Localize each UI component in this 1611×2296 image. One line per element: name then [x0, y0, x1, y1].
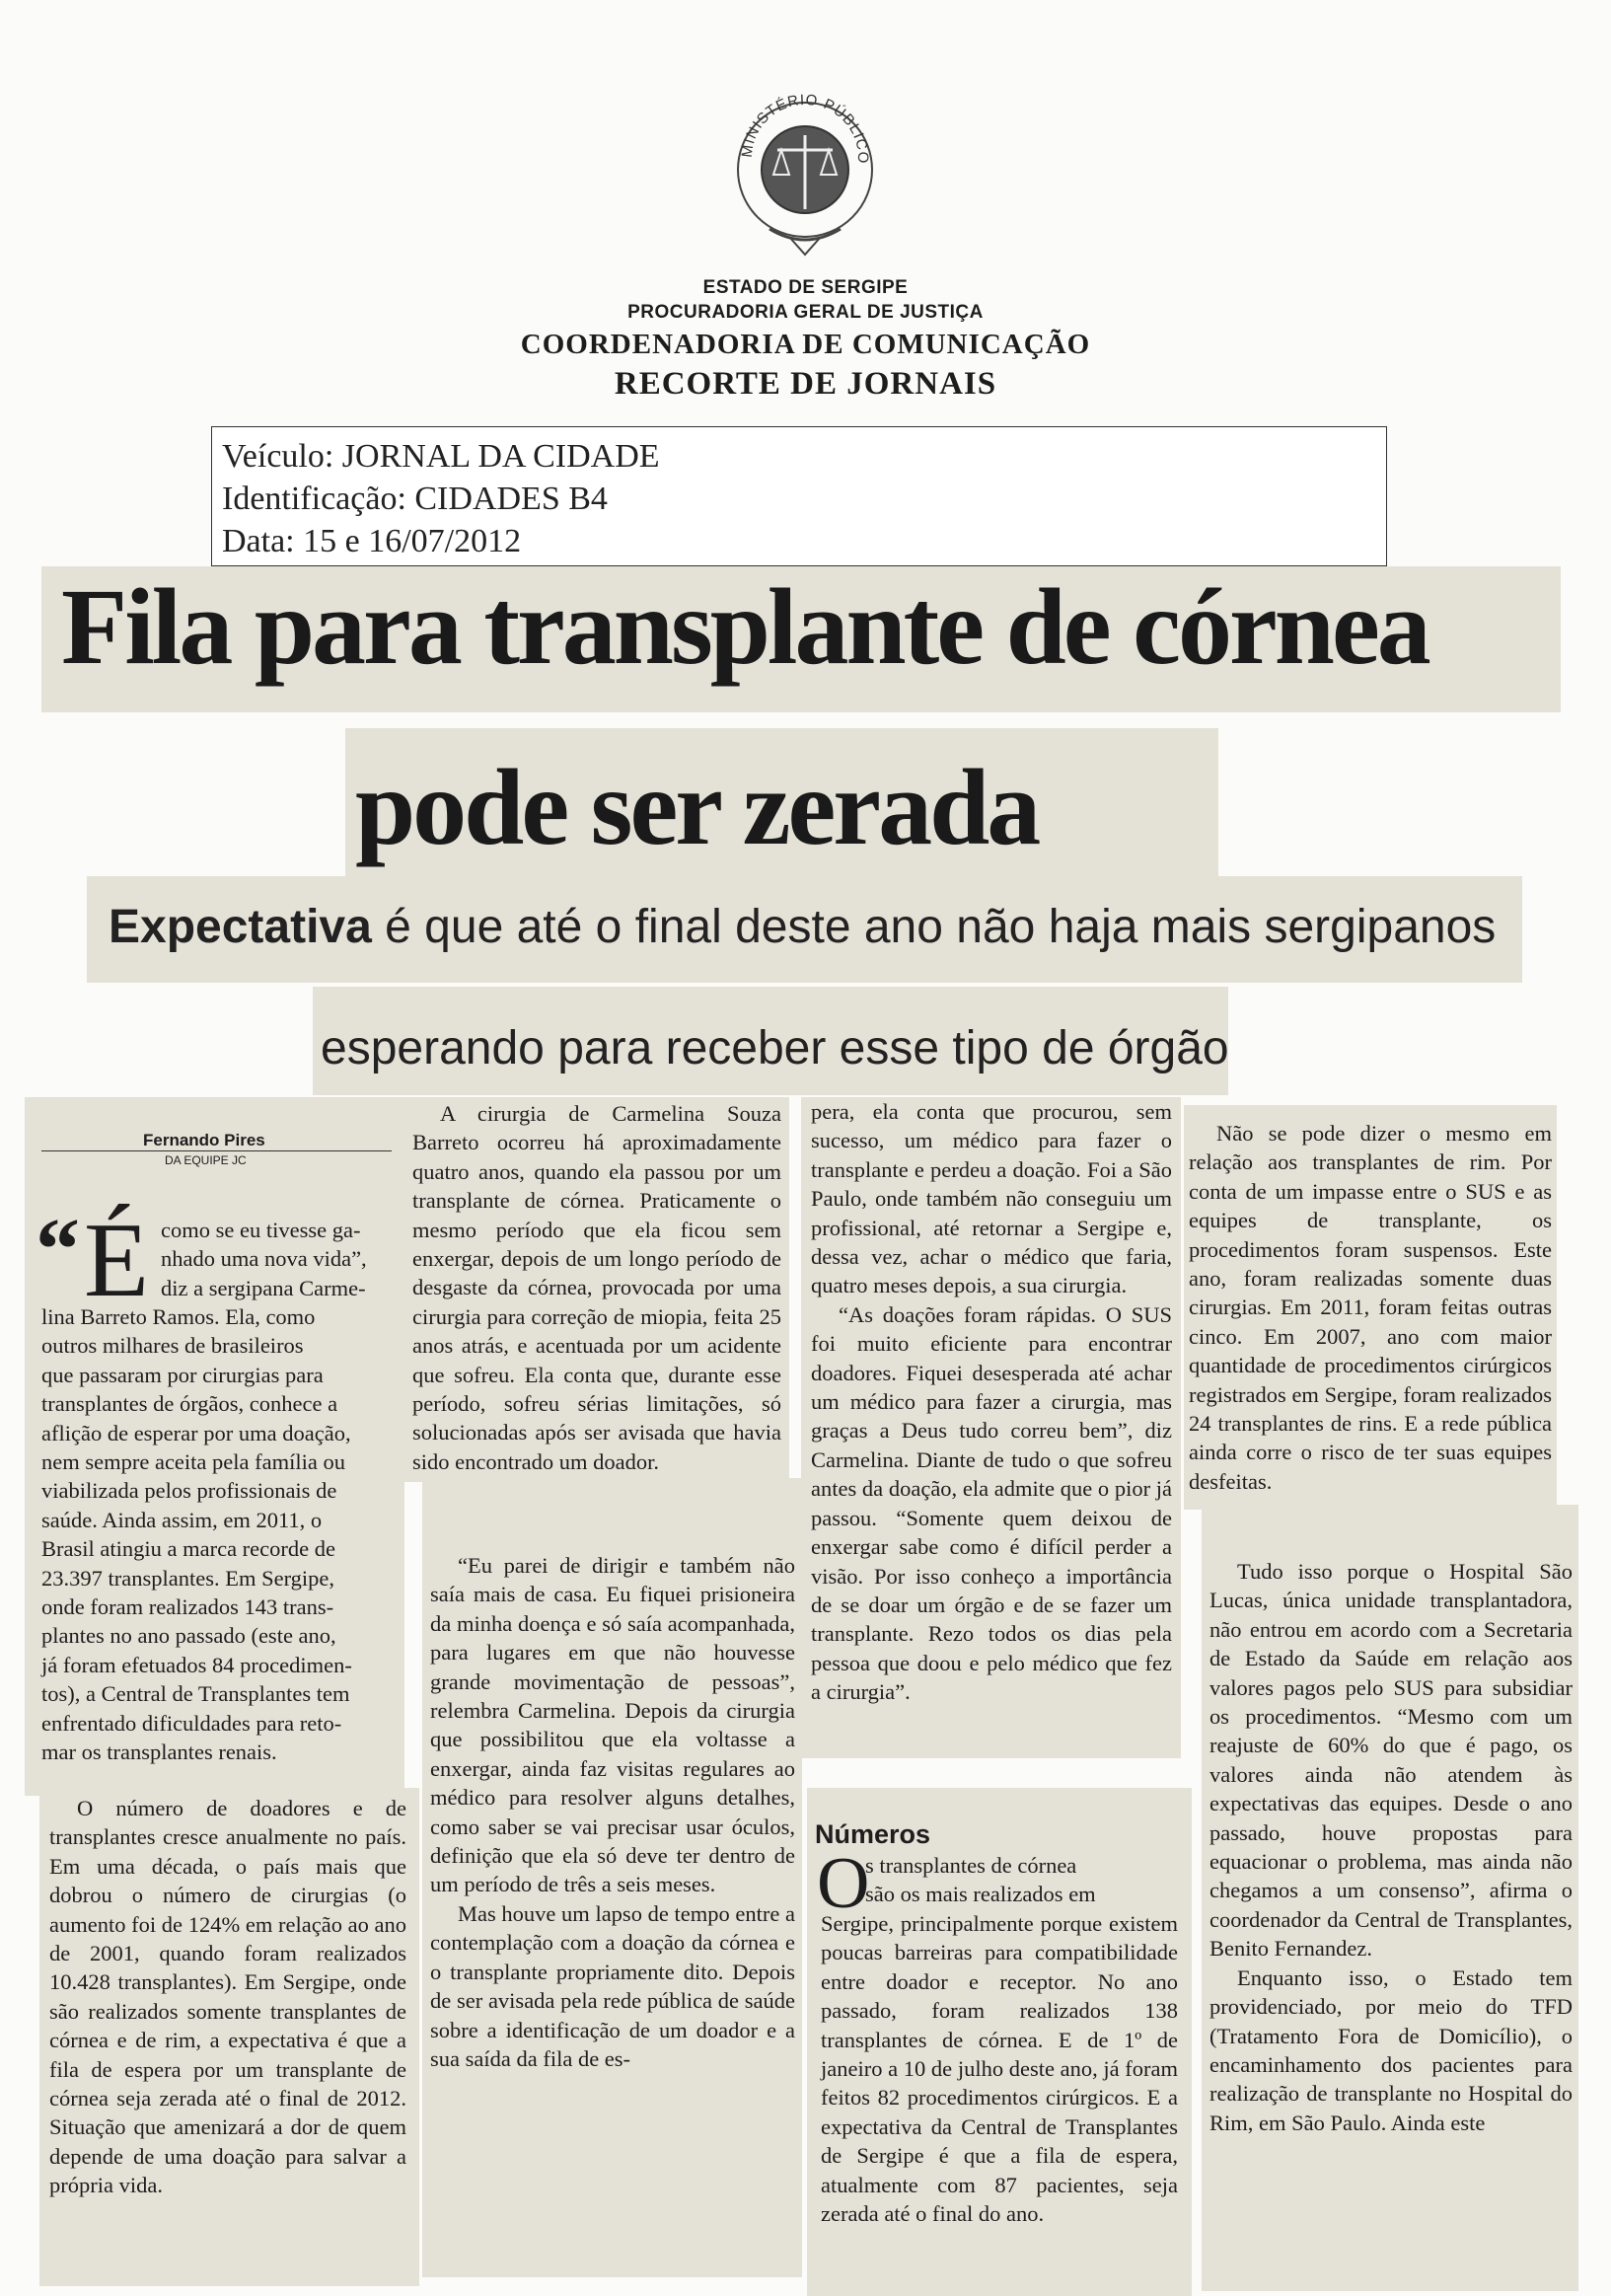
- header-clipping-title: RECORTE DE JORNAIS: [614, 366, 997, 402]
- col1-line: que passaram por cirurgias para: [41, 1362, 324, 1387]
- col1-line: viabilizada pelos profissionais de: [41, 1478, 337, 1504]
- col4-p1: Não se pode dizer o mesmo em relação aos transplantes de rim. Por conta de um impasse entre o SUS e as equipes de transplante, os procedimentos foram suspensos. Este ano, foram realizadas somente duas cirurgias. Em 2011, foram feitas outras cinco. Em 2007, ano com maior quantidade de procedimentos cirúrgicos registrados em Sergipe, foram realizados 24 transplantes de rins. E a rede pública ainda corre o risco de ter suas equipes desfeitas.: [1189, 1121, 1552, 1494]
- numbers-line: s transplantes de córnea: [865, 1853, 1077, 1878]
- byline-name: Fernando Pires: [143, 1131, 265, 1149]
- col1-line: transplantes de órgãos, conhece a: [41, 1391, 338, 1417]
- numbers-line: são os mais realizados em: [865, 1882, 1096, 1907]
- col4-paragraph-1: [1189, 1119, 1552, 1496]
- vehicle-line: Veículo: JORNAL DA CIDADE: [222, 438, 660, 475]
- col4-p3: Enquanto isso, o Estado tem providenciado, por meio do TFD (Tratamento Fora de Domicílio), o encaminhamento dos pacientes para realização de transplante no Hospital do Rim, em São Paulo. Ainda este: [1209, 1964, 1573, 2135]
- col1-line: mar os transplantes renais.: [41, 1740, 277, 1765]
- section-line: Identificação: CIDADES B4: [222, 481, 608, 517]
- col4-paragraphs: [1209, 1557, 1573, 2137]
- col1-line: nem sempre aceita pela família ou: [41, 1449, 345, 1475]
- col1-line: diz a sergipana Carme-: [161, 1275, 366, 1300]
- opening-quote: “: [36, 1201, 80, 1298]
- byline-rule: [41, 1150, 392, 1151]
- col2-paragraph-1: [412, 1099, 781, 1476]
- col1-line: outros milhares de brasileiros: [41, 1333, 304, 1359]
- col1-intro-lines-short: [161, 1216, 395, 1302]
- col1-line: aflição de esperar por uma doação,: [41, 1420, 351, 1445]
- header-state: ESTADO DE SERGIPE: [702, 277, 909, 298]
- date-line: Data: 15 e 16/07/2012: [222, 523, 522, 559]
- col1-p2: O número de doadores e de transplantes cresce anualmente no país. Em uma década, o país mais que dobrou o número de cirurgias (o aumento foi de 124% em relação ao ano de 2001, quando foram realizados 10.428 transplantes). Em Sergipe, onde são realizados somente transplantes de córnea e de rim, a expectativa é que a fila de espera por um transplante de córnea seja zerada até o final de 2012. Situação que amenizará a dor de quem depende de uma doação para salvar a própria vida.: [49, 1796, 406, 2198]
- col3-paragraphs: [811, 1097, 1172, 1707]
- col2-p2: “Eu parei de dirigir e também não saía mais de casa. Eu fiquei prisioneira da minha doença e só saía acompanhada, para lugares em que não houvesse grande movimentação de pessoas”, relembra Carmelina. Depois da cirurgia que possibilitou que ela voltasse a enxergar, ainda faz visitas regulares ao médico para resolver alguns detalhes, como saber se vai precisar usar óculos, definição que ela só deve ter dentro de um período de três a seis meses.: [430, 1553, 795, 1897]
- col1-line: 23.397 transplantes. Em Sergipe,: [41, 1565, 335, 1591]
- numbers-intro-lines: [865, 1851, 1177, 1909]
- numbers-text: Sergipe, principalmente porque existem poucas barreiras para compatibilidade entre doador e receptor. No ano passado, foram realizados 138 transplantes de córnea. E de 1º de janeiro a 10 de julho deste ano, já foram feitos 82 procedimentos cirúrgicos. E a expectativa da Central de Transplantes de Sergipe é que a fila de espera, atualmente com 87 pacientes, seja zerada até o final do ano.: [821, 1911, 1178, 2227]
- subheadline-rest: é que até o final deste ano não haja mais sergipanos: [371, 901, 1497, 953]
- col1-line: saúde. Ainda assim, em 2011, o: [41, 1507, 323, 1532]
- col2-p1: A cirurgia de Carmelina Souza Barreto ocorreu há aproximadamente quatro anos, quando ela passou por um transplante de córnea. Praticamente o mesmo período que ela ficou sem enxergar, depois de um longo período de desgaste da córnea, provocada por uma cirurgia para correção de miopia, feita 25 anos atrás, e acentuada por um acidente que sofreu. Ela conta que, durante esse período, sofreu sérias limitações, só solucionadas após ser avisada que havia sido encontrado um doador.: [412, 1101, 781, 1474]
- headline-line-2: pode ser zerada: [355, 747, 1039, 867]
- col1-line: como se eu tivesse ga-: [161, 1218, 361, 1242]
- col1-line: lina Barreto Ramos. Ela, como: [41, 1304, 316, 1329]
- header-office: PROCURADORIA GERAL DE JUSTIÇA: [627, 302, 984, 323]
- headline-line-1: Fila para transplante de córnea: [61, 566, 1428, 687]
- col3-p1: pera, ela conta que procurou, sem sucesso, um médico para fazer o transplante e perdeu a doação. Foi a São Paulo, onde também não conseguiu um profissional, até retornar a Sergipe e, dessa vez, achar o médico que faria, quatro meses depois, a sua cirurgia.: [811, 1099, 1172, 1298]
- drop-cap-e: É: [84, 1202, 149, 1319]
- identification-box: [211, 426, 1387, 566]
- seal-arc-text: MINISTÉRIO PÚBLICO: [738, 91, 872, 165]
- col1-line: Brasil atingiu a marca recorde de: [41, 1536, 335, 1562]
- ministerio-publico-seal: [730, 81, 880, 257]
- byline-team: DA EQUIPE JC: [165, 1153, 247, 1167]
- col1-paragraph-2: [49, 1794, 406, 2200]
- col1-intro-lines: [41, 1302, 395, 1767]
- col1-line: enfrentado dificuldades para reto-: [41, 1710, 342, 1736]
- col1-line: plantes no ano passado (este ano,: [41, 1623, 336, 1649]
- numbers-box-text: [821, 1909, 1178, 2228]
- subheadline-line-2: esperando para receber esse tipo de órgão: [321, 1022, 1229, 1074]
- subheadline-line-1: [109, 900, 1496, 954]
- col1-line: tos), a Central de Transplantes tem: [41, 1681, 350, 1707]
- numbers-drop-cap: O: [817, 1843, 870, 1924]
- col1-line: nhado uma nova vida”,: [161, 1246, 367, 1272]
- col2-paragraphs: [430, 1551, 795, 2073]
- col1-line: já foram efetuados 84 procedimen-: [41, 1652, 352, 1677]
- col1-line: onde foram realizados 143 trans-: [41, 1594, 334, 1620]
- col2-p3: Mas houve um lapso de tempo entre a contemplação com a doação da córnea e o transplante propriamente dito. Depois de ser avisada pela rede pública de saúde sobre a identificação de um doador e a sua saída da fila de es-: [430, 1900, 795, 2071]
- numbers-box-title: Números: [815, 1819, 931, 1849]
- col4-p2: Tudo isso porque o Hospital São Lucas, única unidade transplantadora, não entrou em acordo com a Secretaria de Estado da Saúde em relação aos valores pagos pelo SUS para subsidiar os procedimentos. “Mesmo com um reajuste de 60% do que é pago, os valores ainda não atendem às expectativas das equipes. Desde o ano passado, houve propostas para equacionar o problema, mas ainda não chegamos a um consenso”, afirma o coordenador da Central de Transplantes, Benito Fernandez.: [1209, 1559, 1573, 1962]
- subheadline-lead: Expectativa: [109, 901, 372, 953]
- header-department: COORDENADORIA DE COMUNICAÇÃO: [520, 329, 1091, 360]
- col3-p2: “As doações foram rápidas. O SUS foi muito eficiente para encontrar doadores. Fiquei desesperada até achar um médico para fazer a cirurgia, mas graças a Deus tudo correu bem”, diz Carmelina. Diante de tudo o que sofreu antes da doação, ela admite que o pior já passou. “Somente quem deixou de enxergar sabe como é difícil perder a visão. Por isso conheço a importância de se doar um órgão e de se fazer um transplante. Rezo todos os dias pela pessoa que doou e pelo médico que fez a cirurgia”.: [811, 1301, 1172, 1705]
